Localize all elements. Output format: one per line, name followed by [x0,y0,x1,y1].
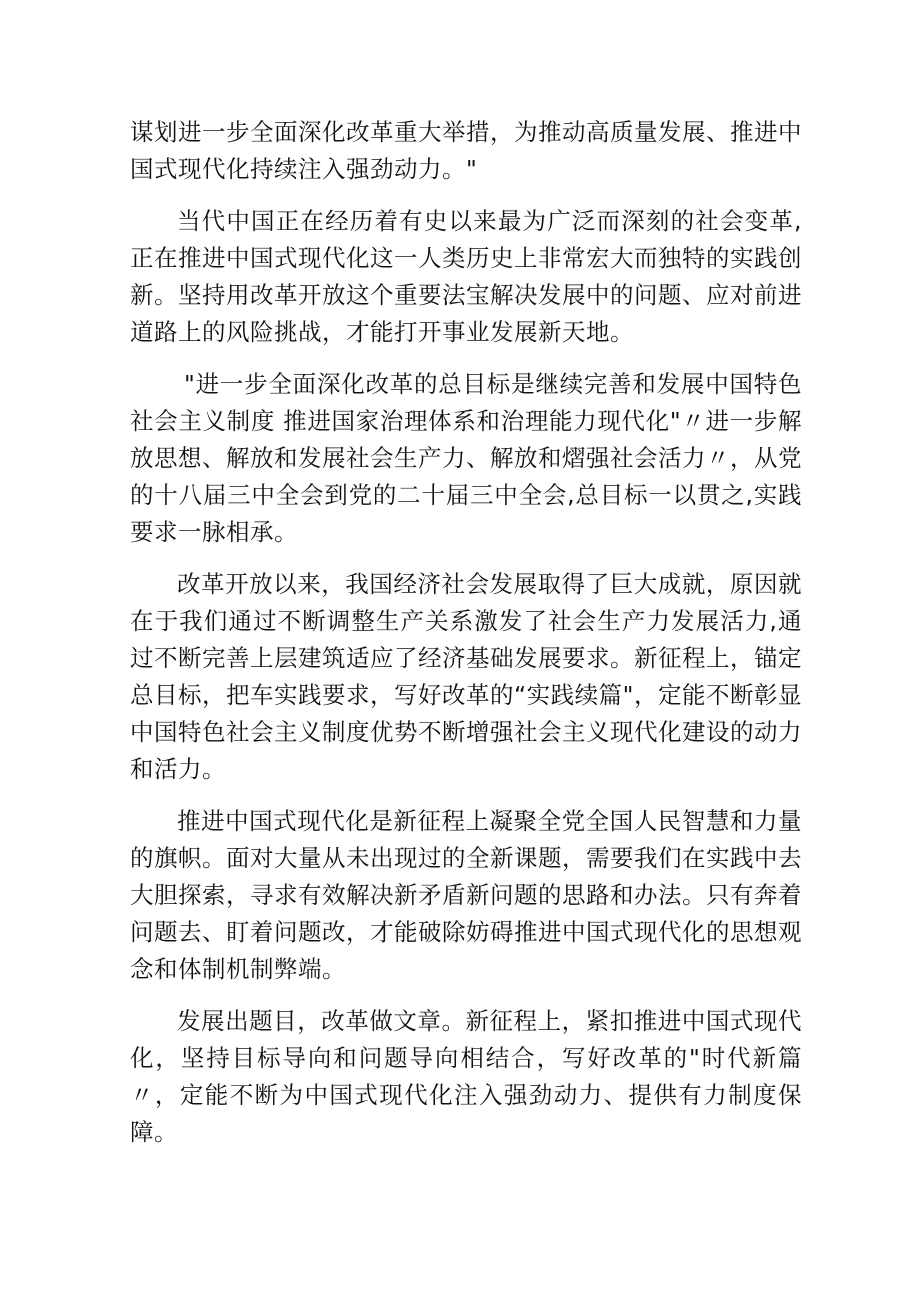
paragraph-2: 当代中国正在经历着有史以来最为广泛而深刻的社会变革,正在推进中国式现代化这一人类历史上非常宏大而独特的实践创新。坚持用改革开放这个重要法宝解决发展中的问题、应对前进道路上的风险挑战，才能打开事业发展新天地。 [130,207,802,346]
paragraph-4: 改革开放以来，我国经济社会发展取得了巨大成就，原因就在于我们通过不断调整生产关系激发了社会生产力发展活力,通过不断完善上层建筑适应了经济基础发展要求。新征程上，锚定总目标，把车实践要求，写好改革的“实践续篇"，定能不断彰显中国特色社会主义制度优势不断增强社会主义现代化建设的动力和活力。 [130,570,802,783]
paragraph-1: 谋划进一步全面深化改革重大举措，为推动高质量发展、推进中国式现代化持续注入强劲动力。" [130,118,802,183]
document-body [130,114,802,1166]
paragraph-6: 发展出题目，改革做文章。新征程上，紧扣推进中国式现代化，坚持目标导向和问题导向相结合，写好改革的"时代新篇〃，定能不断为中国式现代化注入强劲动力、提供有力制度保障。 [130,1007,802,1146]
paragraph-5: 推进中国式现代化是新征程上凝聚全党全国人民智慧和力量的旗帜。面对大量从未出现过的全新课题，需要我们在实践中去大胆探索，寻求有效解决新矛盾新问题的思路和办法。只有奔着问题去、盯着问题改，才能破除妨碍推进中国式现代化的思想观念和体制机制弊端。 [130,807,802,983]
paragraph-3: "进一步全面深化改革的总目标是继续完善和发展中国特色社会主义制度 推进国家治理体系和治理能力现代化"〃进一步解放思想、解放和发展社会生产力、解放和熠强社会活力〃，从党的十八届三中全会到党的二十届三中全会,总目标一以贯之,实践要求一脉相承。 [130,370,802,546]
